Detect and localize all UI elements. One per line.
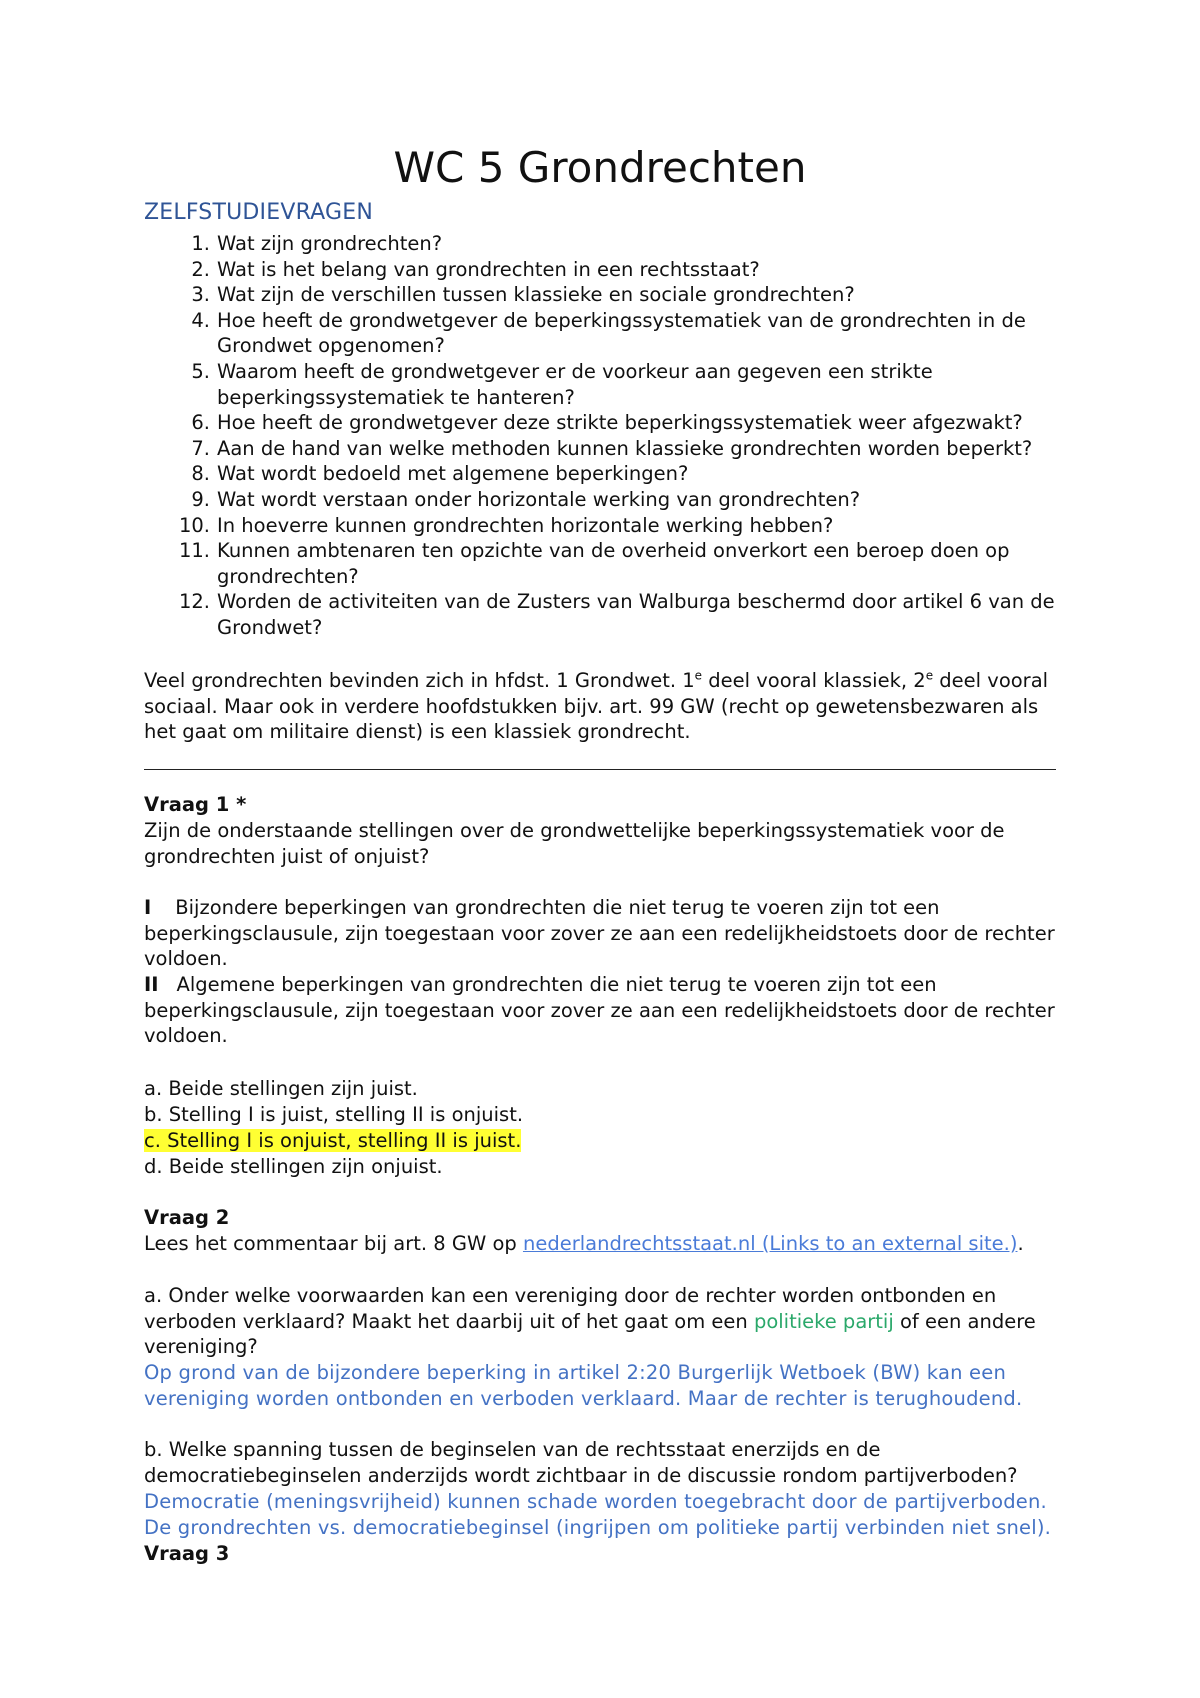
list-item: 3. Wat zijn de verschillen tussen klassieke en sociale grondrechten?: [191, 283, 855, 307]
intro-paragraph: Veel grondrechten bevinden zich in hfdst. 1 Grondwet. 1e deel vooral klassiek, 2e deel vooral sociaal. Maar ook in verdere hoofdstukken bijv. art. 99 GW (recht op gewetensbezwaren als het gaat om militaire dienst) is een klassiek grondrecht.: [144, 668, 1049, 744]
vraag1-statement-2: II Algemene beperkingen van grondrechten die niet terug te voeren zijn tot een beperkingsclausule, zijn toegestaan voor zover ze aan een redelijkheidstoets door de rechter voldoen.: [144, 973, 1055, 1048]
list-item: 9. Wat wordt verstaan onder horizontale werking van grondrechten?: [191, 487, 861, 511]
list-item: 11. Kunnen ambtenaren ten opzichte van de overheid onverkort een beroep doen op grondrechten?: [178, 539, 1010, 588]
list-item: 6. Hoe heeft de grondwetgever deze strikte beperkingssystematiek weer afgezwakt?: [191, 411, 1023, 435]
vraag1-option-a: a. Beide stellingen zijn juist.: [144, 1077, 418, 1100]
list-item: 7. Aan de hand van welke methoden kunnen klassieke grondrechten worden beperkt?: [191, 436, 1033, 460]
list-item: 4. Hoe heeft de grondwetgever de beperkingssystematiek van de grondrechten in de Grondwet opgenomen?: [191, 308, 1026, 358]
vraag2-question-a: a. Onder welke voorwaarden kan een vereniging door de rechter worden ontbonden en verboden verklaard? Maakt het daarbij uit of het gaat om een politieke partij of een andere vereniging?: [144, 1284, 1036, 1359]
vraag2-intro: Lees het commentaar bij art. 8 GW op nederlandrechtsstaat.nl (Links to an external site.).: [144, 1232, 1024, 1255]
vraag2-question-b: b. Welke spanning tussen de beginselen van de rechtsstaat enerzijds en de democratiebeginselen anderzijds wordt zichtbaar in de discussie rondom partijverboden?: [144, 1438, 1018, 1487]
self-study-questions-list: [144, 231, 1056, 641]
list-item: 2. Wat is het belang van grondrechten in een rechtsstaat?: [191, 257, 760, 281]
vraag1-statement-1: I Bijzondere beperkingen van grondrechten die niet terug te voeren zijn tot een beperkingsclausule, zijn toegestaan voor zover ze aan een redelijkheidstoets door de rechter voldoen.: [144, 896, 1055, 971]
section-heading: ZELFSTUDIEVRAGEN: [144, 200, 374, 225]
vraag1-question: Zijn de onderstaande stellingen over de grondwettelijke beperkingssystematiek voor de grondrechten juist of onjuist?: [144, 819, 1005, 868]
external-link[interactable]: nederlandrechtsstaat.nl (Links to an external site.): [522, 1232, 1018, 1255]
vraag1-option-d: d. Beide stellingen zijn onjuist.: [144, 1155, 443, 1178]
list-item: 1. Wat zijn grondrechten?: [191, 232, 443, 255]
vraag2-answer-b2: De grondrechten vs. democratiebeginsel (ingrijpen om politieke partij verbinden niet snel).: [144, 1516, 1052, 1539]
list-item: 8. Wat wordt bedoeld met algemene beperkingen?: [191, 462, 689, 486]
vraag1-option-b: b. Stelling I is juist, stelling II is onjuist.: [144, 1103, 524, 1126]
vraag1-option-c: [144, 1128, 1056, 1154]
vraag2-answer-a: Op grond van de bijzondere beperking in artikel 2:20 Burgerlijk Wetboek (BW) kan een vereniging worden ontbonden en verboden verklaard. Maar de rechter is terughoudend.: [144, 1361, 1023, 1410]
list-item: 10. In hoeverre kunnen grondrechten horizontale werking hebben?: [178, 513, 834, 537]
vraag3-label: Vraag 3: [144, 1542, 230, 1565]
vraag1-label: Vraag 1 *: [144, 793, 247, 816]
vraag2-answer-b1: Democratie (meningsvrijheid) kunnen schade worden toegebracht door de partijverboden.: [144, 1490, 1047, 1513]
list-item: 5. Waarom heeft de grondwetgever er de voorkeur aan gegeven een strikte beperkingssystematiek te hanteren?: [191, 359, 933, 409]
document-title: WC 5 Grondrechten: [393, 143, 807, 192]
horizontal-divider: [144, 769, 1056, 770]
list-item: 12. Worden de activiteiten van de Zusters van Walburga beschermd door artikel 6 van de Grondwet?: [178, 590, 1055, 639]
vraag2-label: Vraag 2: [144, 1206, 230, 1229]
highlighted-answer: c. Stelling I is onjuist, stelling II is juist.: [144, 1129, 522, 1152]
